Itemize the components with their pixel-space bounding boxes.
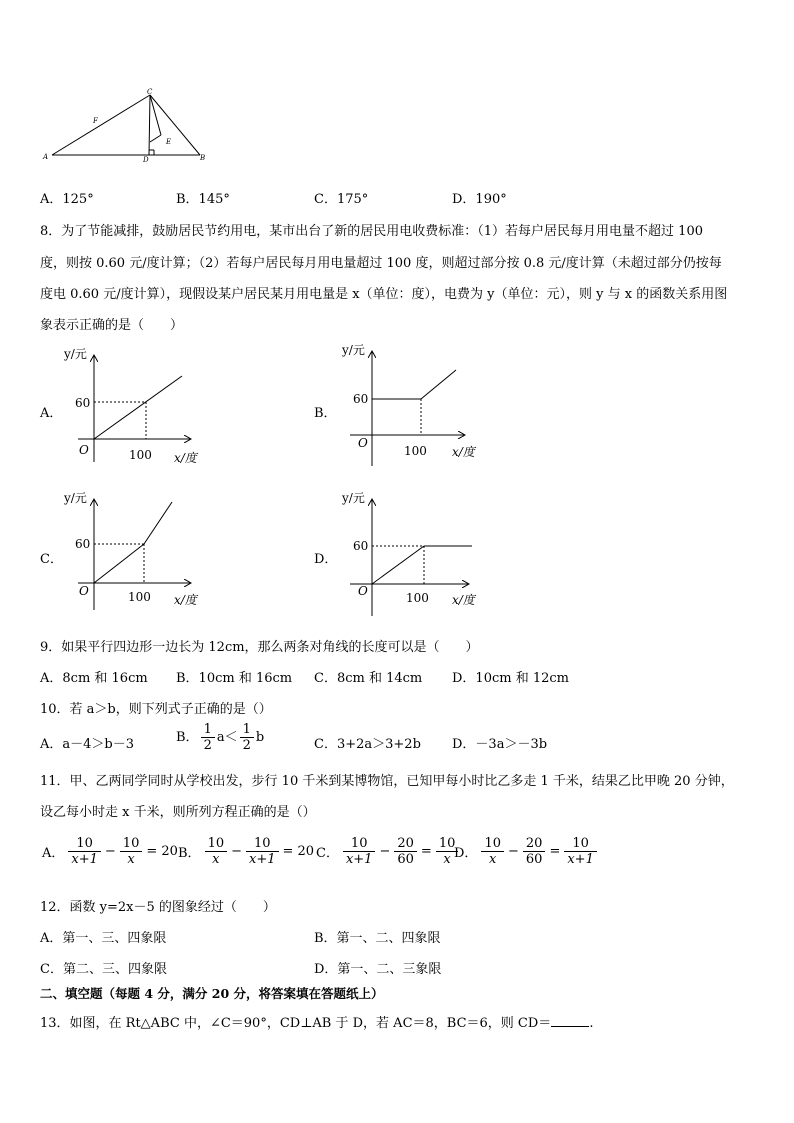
svg-text:100: 100 bbox=[128, 590, 151, 604]
q11-option-c[interactable]: C． $\frac{10}{x+1}$ − $\frac{20}{60}$ = $\frac{10}{x}$ bbox=[314, 836, 460, 867]
triangle-figure bbox=[38, 86, 218, 166]
q8-line-4: 象表示正确的是（ ） bbox=[40, 318, 184, 333]
q12-stem: 12．函数 y=2x－5 的图象经过（ ） bbox=[40, 900, 276, 915]
svg-text:O: O bbox=[79, 443, 89, 457]
q10-stem: 10．若 a＞b，则下列式子正确的是（） bbox=[40, 702, 272, 717]
svg-text:x/度: x/度 bbox=[174, 451, 197, 465]
q9-option-a[interactable]: A．8cm 和 16cm bbox=[40, 671, 148, 686]
q12-option-c[interactable]: C．第二、三、四象限 bbox=[40, 962, 167, 977]
q12-option-b[interactable]: B．第一、二、四象限 bbox=[314, 931, 441, 946]
q10-option-b[interactable]: B． $\frac{1}{2}$ a＜ $\frac{1}{2}$ b bbox=[176, 722, 265, 753]
svg-text:100: 100 bbox=[404, 444, 427, 458]
q8-line-2: 度，则按 0.60 元/度计算；（2）若每户居民每月用电量超过 100 度，则超过部分按 0.8 元/度计算（未超过部分仍按每 bbox=[40, 256, 722, 271]
svg-text:O: O bbox=[358, 584, 368, 598]
q8-option-b-letter[interactable]: B． bbox=[314, 406, 337, 421]
svg-text:x/度: x/度 bbox=[452, 445, 475, 459]
label-c: C bbox=[147, 88, 153, 96]
svg-text:O: O bbox=[79, 584, 89, 598]
q8-option-a-letter[interactable]: A． bbox=[40, 406, 63, 421]
q7-option-c[interactable]: C．175° bbox=[314, 192, 369, 207]
svg-text:y/元: y/元 bbox=[342, 491, 365, 505]
label-e: E bbox=[166, 138, 172, 146]
label-b: B bbox=[200, 154, 206, 162]
q8-line-1: 8．为了节能减排，鼓励居民节约用电，某市出台了新的居民用电收费标准：（1）若每户居民每月用电量不超过 100 bbox=[40, 224, 703, 239]
q9-option-d[interactable]: D．10cm 和 12cm bbox=[452, 671, 569, 686]
label-f: F bbox=[93, 117, 98, 125]
q7-option-d[interactable]: D．190° bbox=[452, 192, 507, 207]
label-a: A bbox=[43, 153, 49, 161]
q8-option-c-letter[interactable]: C． bbox=[40, 552, 63, 567]
svg-text:x/度: x/度 bbox=[452, 593, 475, 607]
q10-option-d[interactable]: D．－3a＞－3b bbox=[452, 737, 548, 752]
svg-text:O: O bbox=[358, 436, 368, 450]
q9-option-b[interactable]: B．10cm 和 16cm bbox=[176, 671, 293, 686]
q12-option-a[interactable]: A．第一、三、四象限 bbox=[40, 931, 167, 946]
fraction: $\frac{1}{2}$ bbox=[201, 722, 215, 753]
q8-graph-b bbox=[336, 340, 486, 470]
q10-option-a[interactable]: A．a－4＞b－3 bbox=[40, 737, 135, 752]
q13: 13．如图，在 Rt△ABC 中，∠C＝90°，CD⊥AB 于 D，若 AC＝8，BC＝6，则 CD＝ . bbox=[40, 1016, 594, 1031]
answer-blank[interactable] bbox=[551, 1014, 589, 1027]
q10-option-c[interactable]: C．3+2a＞3+2b bbox=[314, 737, 421, 752]
label-d: D bbox=[143, 156, 149, 164]
svg-text:60: 60 bbox=[75, 396, 91, 410]
svg-text:60: 60 bbox=[75, 537, 91, 551]
q8-graph-d bbox=[336, 488, 486, 618]
svg-text:60: 60 bbox=[353, 539, 369, 553]
q11-option-a[interactable]: A． $\frac{10}{x+1}$ − $\frac{10}{x}$ = 20 bbox=[42, 836, 178, 867]
svg-text:60: 60 bbox=[353, 392, 369, 406]
svg-text:x/度: x/度 bbox=[174, 593, 197, 607]
svg-text:y/元: y/元 bbox=[342, 343, 365, 357]
q11-line-2: 设乙每小时走 x 千米，则所列方程正确的是（） bbox=[40, 805, 316, 820]
q8-graph-a bbox=[58, 344, 208, 474]
svg-text:100: 100 bbox=[129, 448, 152, 462]
q11-option-d[interactable]: D． $\frac{10}{x}$ − $\frac{20}{60}$ = $\frac{10}{x+1}$ bbox=[452, 836, 599, 867]
q9-stem: 9．如果平行四边形一边长为 12cm，那么两条对角线的长度可以是（ ） bbox=[40, 640, 479, 655]
section-heading: 二、填空题（每题 4 分，满分 20 分，将答案填在答题纸上） bbox=[40, 986, 384, 1001]
q8-graph-c bbox=[58, 488, 208, 618]
svg-text:y/元: y/元 bbox=[64, 347, 87, 361]
q12-option-d[interactable]: D．第一、二、三象限 bbox=[314, 962, 442, 977]
q8-option-d-letter[interactable]: D． bbox=[314, 552, 338, 567]
fraction: $\frac{1}{2}$ bbox=[240, 722, 254, 753]
q8-line-3: 度电 0.60 元/度计算），现假设某户居民某月用电量是 x（单位：度），电费为 y（单位：元），则 y 与 x 的函数关系用图 bbox=[40, 287, 728, 302]
q7-option-a[interactable]: A．125° bbox=[40, 192, 94, 207]
q11-line-1: 11．甲、乙两同学同时从学校出发，步行 10 千米到某博物馆，已知甲每小时比乙多走 1 千米，结果乙比甲晚 20 分钟， bbox=[40, 774, 734, 789]
svg-text:100: 100 bbox=[406, 591, 429, 605]
q11-option-b[interactable]: B． $\frac{10}{x}$ − $\frac{10}{x+1}$ = 20 bbox=[178, 836, 315, 867]
q7-option-b[interactable]: B．145° bbox=[176, 192, 230, 207]
q9-option-c[interactable]: C．8cm 和 14cm bbox=[314, 671, 423, 686]
svg-text:y/元: y/元 bbox=[64, 491, 87, 505]
